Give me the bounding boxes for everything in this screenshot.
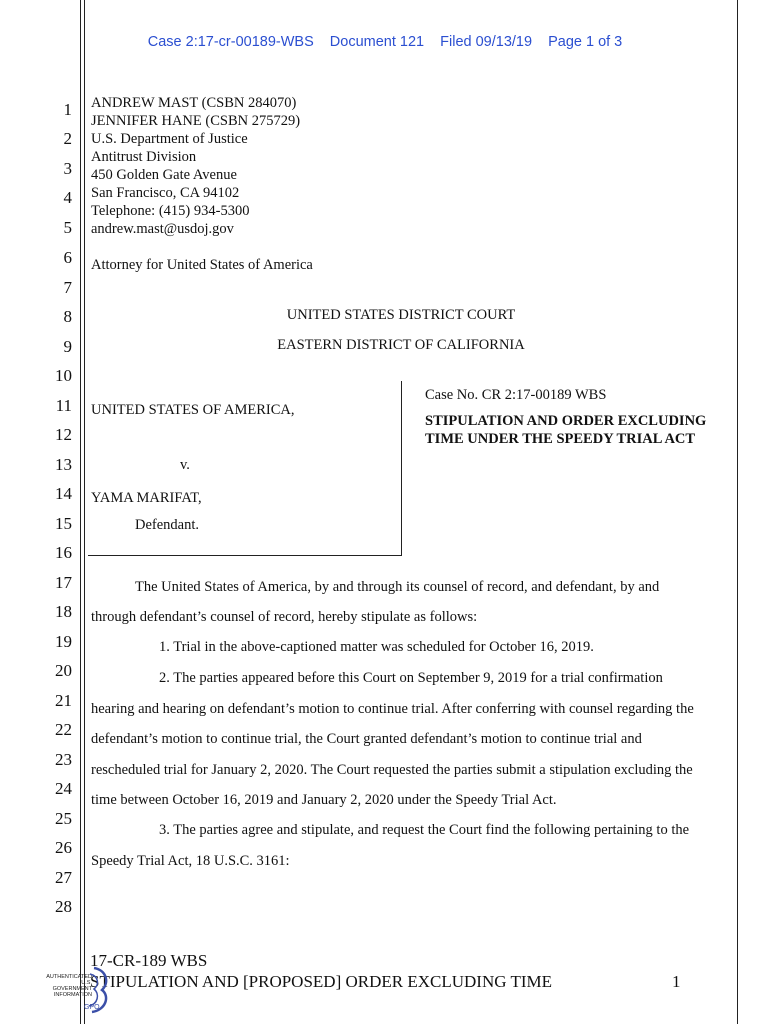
line-number: 6: [63, 248, 72, 267]
body-line: Speedy Trial Act, 18 U.S.C. 3161:: [91, 853, 290, 869]
body-line: rescheduled trial for January 2, 2020. The Court requested the parties submit a stipulation excluding the: [91, 762, 693, 778]
counsel-line: San Francisco, CA 94102: [91, 185, 240, 201]
line-number: 10: [55, 366, 72, 385]
defendant-role: Defendant.: [135, 517, 200, 533]
seal-text-line: INFORMATION: [53, 992, 92, 998]
right-margin-rule: [737, 0, 738, 1024]
line-number: 20: [55, 661, 72, 680]
counsel-line: ANDREW MAST (CSBN 284070): [91, 95, 297, 111]
footer-case-code: 17-CR-189 WBS: [90, 951, 208, 970]
body-line: through defendant’s counsel of record, hereby stipulate as follows:: [91, 609, 478, 625]
paragraph-2: 2. The parties appeared before this Court on September 9, 2019 for a trial confirmation: [159, 670, 663, 686]
seal-mark: GPO: [84, 1004, 100, 1011]
footer-page-number: 1: [672, 972, 681, 991]
header-page-count: Page 1 of 3: [548, 34, 623, 50]
defendant-name: YAMA MARIFAT,: [91, 490, 202, 506]
seal-text-line: U.S. GOVERNMENT: [52, 980, 92, 992]
case-number: Case No. CR 2:17-00189 WBS: [425, 387, 607, 403]
header-document-number: Document 121: [329, 34, 425, 50]
line-number: 8: [63, 307, 72, 326]
line-number: 16: [55, 543, 72, 562]
line-number: 13: [55, 455, 72, 474]
plaintiff-name: UNITED STATES OF AMERICA,: [91, 402, 295, 418]
line-number: 28: [55, 897, 72, 916]
left-margin-rule-inner: [84, 0, 85, 1024]
court-name: UNITED STATES DISTRICT COURT: [286, 307, 516, 323]
line-number: 7: [63, 278, 72, 297]
court-district: EASTERN DISTRICT OF CALIFORNIA: [277, 337, 525, 353]
line-number: 24: [55, 779, 72, 798]
document-title-line2: TIME UNDER THE SPEEDY TRIAL ACT: [425, 431, 696, 447]
line-number: 19: [55, 632, 72, 651]
caption-divider-horizontal: [88, 555, 402, 556]
line-number: 17: [55, 573, 72, 592]
line-number: 2: [63, 129, 72, 148]
line-number: 22: [55, 720, 72, 739]
seal-emblem-icon: [44, 960, 114, 1020]
counsel-line: 450 Golden Gate Avenue: [91, 167, 237, 183]
body-line: defendant’s motion to continue trial, the Court granted defendant’s motion to continue trial and: [91, 731, 642, 747]
filing-header: [0, 34, 770, 50]
body-line: time between October 16, 2019 and January 2, 2020 under the Speedy Trial Act.: [91, 792, 557, 808]
footer-document-title: STIPULATION AND [PROPOSED] ORDER EXCLUDING TIME: [90, 972, 552, 991]
seal-text-line: AUTHENTICATED: [46, 974, 92, 980]
line-number: 27: [55, 868, 72, 887]
caption-divider-vertical: [401, 381, 402, 556]
line-number: 4: [63, 188, 72, 207]
counsel-line: Telephone: (415) 934-5300: [91, 203, 250, 219]
line-number: 3: [63, 159, 72, 178]
body-line: The United States of America, by and through its counsel of record, and defendant, by and: [135, 579, 660, 595]
line-number: 18: [55, 602, 72, 621]
gpo-authentication-seal-icon: [44, 960, 114, 1020]
body-line: hearing and hearing on defendant’s motion to continue trial. After conferring with counsel regarding the: [91, 701, 694, 717]
line-number: 9: [63, 337, 72, 356]
left-margin-rule-outer: [80, 0, 81, 1024]
counsel-line: JENNIFER HANE (CSBN 275729): [91, 113, 301, 129]
paragraph-3: 3. The parties agree and stipulate, and request the Court find the following pertaining to the: [159, 822, 690, 838]
line-number: 15: [55, 514, 72, 533]
counsel-email: andrew.mast@usdoj.gov: [91, 221, 234, 237]
line-number: 26: [55, 838, 72, 857]
document-title-line1: STIPULATION AND ORDER EXCLUDING: [425, 413, 707, 429]
line-number: 5: [63, 218, 72, 237]
line-number: 21: [55, 691, 72, 710]
counsel-line: Antitrust Division: [91, 149, 197, 165]
header-filed-date: Filed 09/13/19: [440, 34, 533, 50]
line-number: 25: [55, 809, 72, 828]
line-number: 11: [55, 396, 72, 415]
line-number: 1: [63, 100, 72, 119]
line-number: 23: [55, 750, 72, 769]
counsel-line: U.S. Department of Justice: [91, 131, 248, 147]
paragraph-1: 1. Trial in the above-captioned matter was scheduled for October 16, 2019.: [159, 639, 594, 655]
line-number: 14: [55, 484, 72, 503]
attorney-for: Attorney for United States of America: [91, 257, 313, 273]
versus: v.: [180, 457, 190, 473]
header-case-number: Case 2:17-cr-00189-WBS: [147, 34, 314, 50]
line-number: 12: [55, 425, 72, 444]
